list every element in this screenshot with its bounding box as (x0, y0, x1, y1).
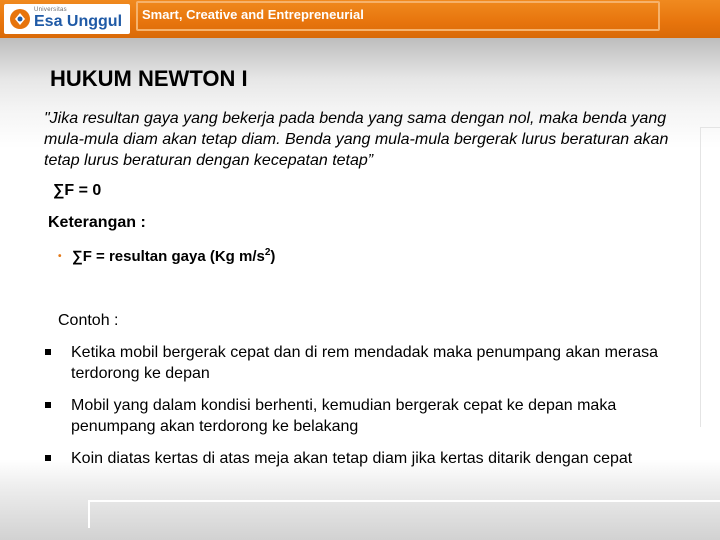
keterangan-item-exponent: 2 (264, 247, 271, 258)
bullet-dot-icon: • (58, 251, 62, 262)
bottom-decor-frame (88, 500, 720, 528)
law-quote: "Jika resultan gaya yang bekerja pada benda yang sama dengan nol, maka benda yang mula-mula diam akan tetap diam. Benda yang mula-mula bergerak lurus beraturan akan tetap lurus beraturan dengan kecepatan tetap” (44, 110, 669, 169)
logo-text: Esa Unggul (34, 13, 123, 30)
example-item (44, 342, 684, 384)
example-text: Koin diatas kertas di atas meja akan tetap diam jika kertas ditarik dengan cepat (71, 450, 633, 467)
example-list (44, 342, 684, 480)
logo-emblem-icon (9, 8, 31, 30)
keterangan-label: Keterangan : (48, 214, 146, 231)
tagline: Smart, Creative and Entrepreneurial (142, 7, 364, 22)
header-bar (0, 0, 720, 38)
keterangan-item (58, 247, 275, 265)
square-bullet-icon (45, 349, 51, 355)
university-logo[interactable] (4, 4, 130, 34)
example-text: Mobil yang dalam kondisi berhenti, kemudian bergerak cepat ke depan maka penumpang akan terdorong ke belakang (71, 397, 617, 435)
square-bullet-icon (45, 402, 51, 408)
square-bullet-icon (45, 455, 51, 461)
slide-title: HUKUM NEWTON I (50, 66, 248, 91)
keterangan-item-text: ∑F = resultan gaya (Kg m/s (72, 248, 265, 265)
logo-small-text: Universitas (34, 7, 67, 13)
contoh-label: Contoh : (58, 312, 119, 329)
example-text: Ketika mobil bergerak cepat dan di rem mendadak maka penumpang akan merasa terdorong ke depan (71, 344, 658, 382)
side-decor-frame (700, 127, 720, 427)
formula: ∑F = 0 (53, 182, 102, 199)
keterangan-item-close: ) (270, 248, 276, 265)
example-item (44, 448, 684, 469)
example-item (44, 395, 684, 437)
